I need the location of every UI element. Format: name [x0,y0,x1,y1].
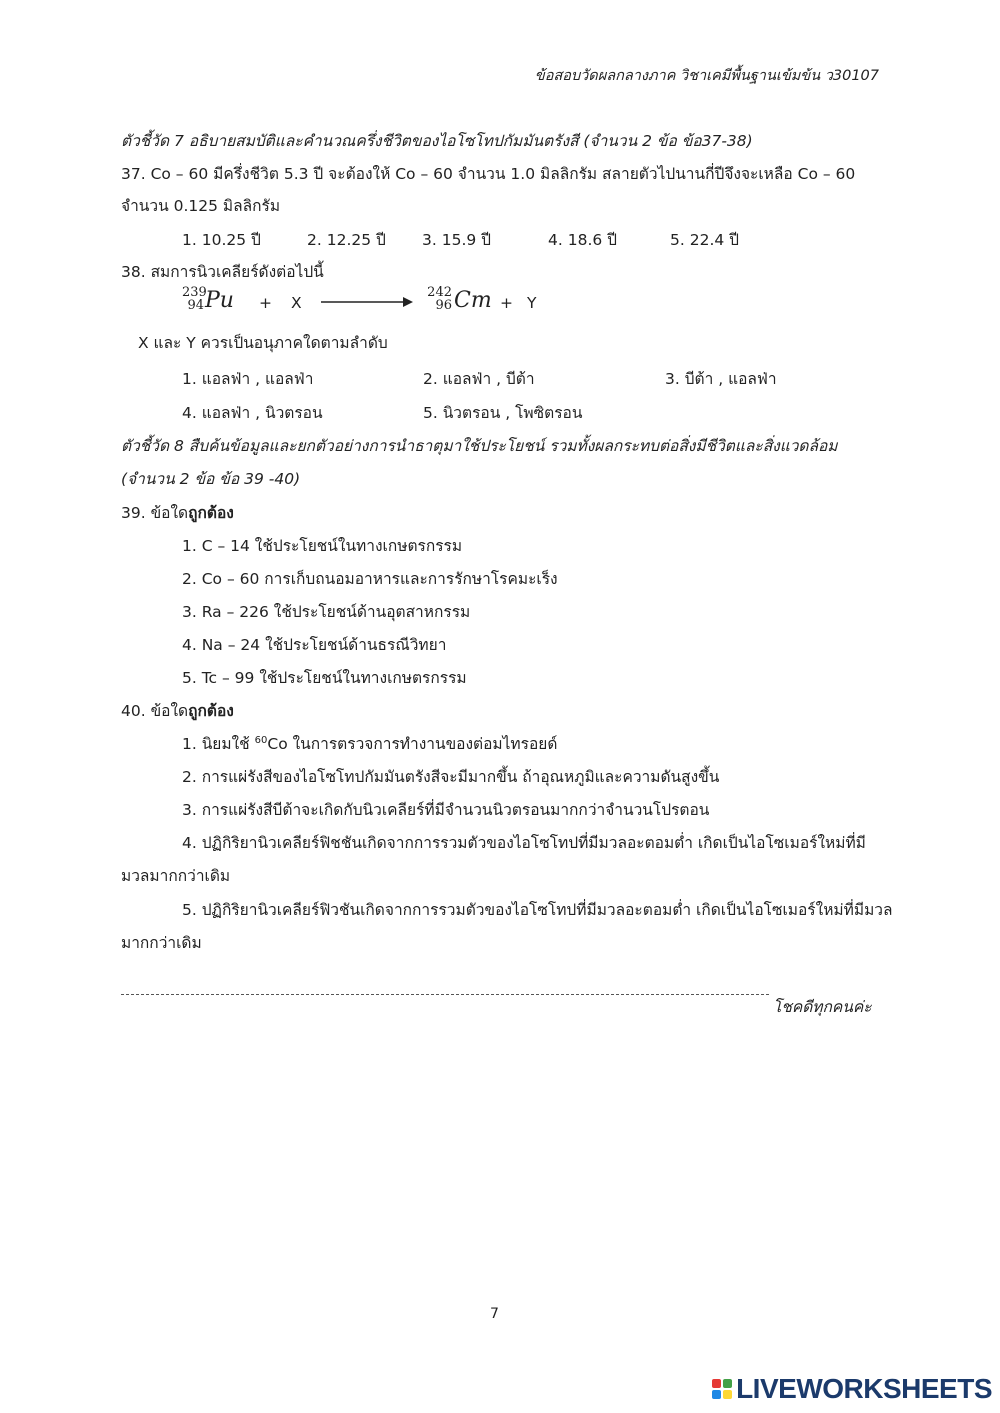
q38-option-4: 4. แอลฟ่า , นิวตรอน [182,404,323,422]
q40-option-2: 2. การแผ่รังสีของไอโซโทปกัมมันตรังสีจะมีมากขึ้น ถ้าอุณหภูมิและความดันสูงขึ้น [182,768,720,786]
pu-mass-number: 239 [182,285,207,300]
pu-symbol: Pu [205,288,234,313]
logo-text: LIVEWORKSHEETS [736,1373,992,1404]
logo-square-yellow [723,1390,732,1399]
q37-option-5: 5. 22.4 ปี [670,231,739,249]
q40-option-1-sup: 60 [254,734,268,746]
q37-option-2: 2. 12.25 ปี [307,231,386,249]
reaction-arrow-icon [321,295,413,309]
particle-x: X [291,294,302,312]
exam-header: ข้อสอบวัดผลกลางภาค วิชาเคมีพื้นฐานเข้มข้น ว30107 [534,68,879,84]
plus-sign-1: + [259,294,272,312]
q38-option-2: 2. แอลฟ่า , บีต้า [423,370,535,388]
q37-option-4: 4. 18.6 ปี [548,231,617,249]
q37-option-3: 3. 15.9 ปี [422,231,491,249]
q40-option-4-line2: มวลมากกว่าเดิม [121,867,231,885]
q40-option-1 [182,731,557,756]
footer-dashed-line [121,994,769,995]
cm-atomic-number: 96 [435,298,452,313]
cm-mass-number: 242 [427,285,452,300]
cm-symbol: Cm [454,288,492,313]
q40-option-4-line1: 4. ปฏิกิริยานิวเคลียร์ฟิชชันเกิดจากการรวมตัวของไอโซโทปที่มีมวลอะตอมต่ำ เกิดเป็นไอโซเมอร์ใหม่ที่มี [182,834,866,852]
logo-square-red [712,1379,721,1388]
q40-option-1-pre: 1. นิยมใช้ [182,735,255,753]
q40-option-3: 3. การแผ่รังสีบีต้าจะเกิดกับนิวเคลียร์ที่มีจำนวนนิวตรอนมากกว่าจำนวนโปรตอน [182,801,710,819]
pu-atomic-number: 94 [187,298,204,313]
indicator-8-line2: (จำนวน 2 ข้อ ข้อ 39 -40) [121,470,301,488]
q40-stem-emphasis: ถูกต้อง [188,702,234,720]
footer-message: โชคดีทุกคนค่ะ [773,998,872,1016]
q39-stem-prefix: 39. ข้อใด [121,504,189,522]
q39-option-3: 3. Ra – 226 ใช้ประโยชน์ด้านอุตสาหกรรม [182,603,471,621]
indicator-7: ตัวชี้วัด 7 อธิบายสมบัติและคำนวณครึ่งชีวิตของไอโซโทปกัมมันตรังสี (จำนวน 2 ข้อ ข้อ37-38) [121,132,753,150]
q39-option-4: 4. Na – 24 ใช้ประโยชน์ด้านธรณีวิทยา [182,636,447,654]
q38-stem: 38. สมการนิวเคลียร์ดังต่อไปนี้ [121,263,324,281]
q37-stem-line1: 37. Co – 60 มีครึ่งชีวิต 5.3 ปี จะต้องให้ Co – 60 จำนวน 1.0 มิลลิกรัม สลายตัวไปนานกี่ปีจึงจะเหลือ Co – 60 [121,165,856,183]
q37-option-1: 1. 10.25 ปี [182,231,261,249]
q40-stem-prefix: 40. ข้อใด [121,702,189,720]
logo-mark-icon [712,1379,732,1399]
q39-option-1: 1. C – 14 ใช้ประโยชน์ในทางเกษตรกรรม [182,537,463,555]
page-number: 7 [490,1306,499,1322]
q38-question: X และ Y ควรเป็นอนุภาคใดตามลำดับ [138,334,388,352]
liveworksheets-logo[interactable] [712,1373,992,1405]
nuclear-equation [182,285,782,321]
q40-option-1-post: Co ในการตรวจการทำงานของต่อมไทรอยด์ [267,735,558,753]
q38-option-1: 1. แอลฟ่า , แอลฟ่า [182,370,314,388]
q38-option-5: 5. นิวตรอน , โพซิตรอน [423,404,583,422]
particle-y: Y [527,294,537,312]
q39-option-2: 2. Co – 60 การเก็บถนอมอาหารและการรักษาโรคมะเร็ง [182,570,558,588]
q39-stem [121,500,234,525]
q39-stem-emphasis: ถูกต้อง [188,504,234,522]
logo-square-green [723,1379,732,1388]
q40-option-5-line2: มากกว่าเดิม [121,934,202,952]
q39-option-5: 5. Tc – 99 ใช้ประโยชน์ในทางเกษตรกรรม [182,669,467,687]
indicator-8-line1: ตัวชี้วัด 8 สืบค้นข้อมูลและยกตัวอย่างการนำธาตุมาใช้ประโยชน์ รวมทั้งผลกระทบต่อสิ่งมีชีวิตและสิ่งแวดล้อม [121,437,838,455]
q38-option-3: 3. บีต้า , แอลฟ่า [665,370,777,388]
q37-stem-line2: จำนวน 0.125 มิลลิกรัม [121,197,281,215]
q40-stem [121,698,234,723]
logo-square-blue [712,1390,721,1399]
q40-option-5-line1: 5. ปฏิกิริยานิวเคลียร์ฟิวชันเกิดจากการรวมตัวของไอโซโทปที่มีมวลอะตอมต่ำ เกิดเป็นไอโซเมอร์ใหม่ที่มีมวล [182,901,893,919]
plus-sign-2: + [500,294,513,312]
